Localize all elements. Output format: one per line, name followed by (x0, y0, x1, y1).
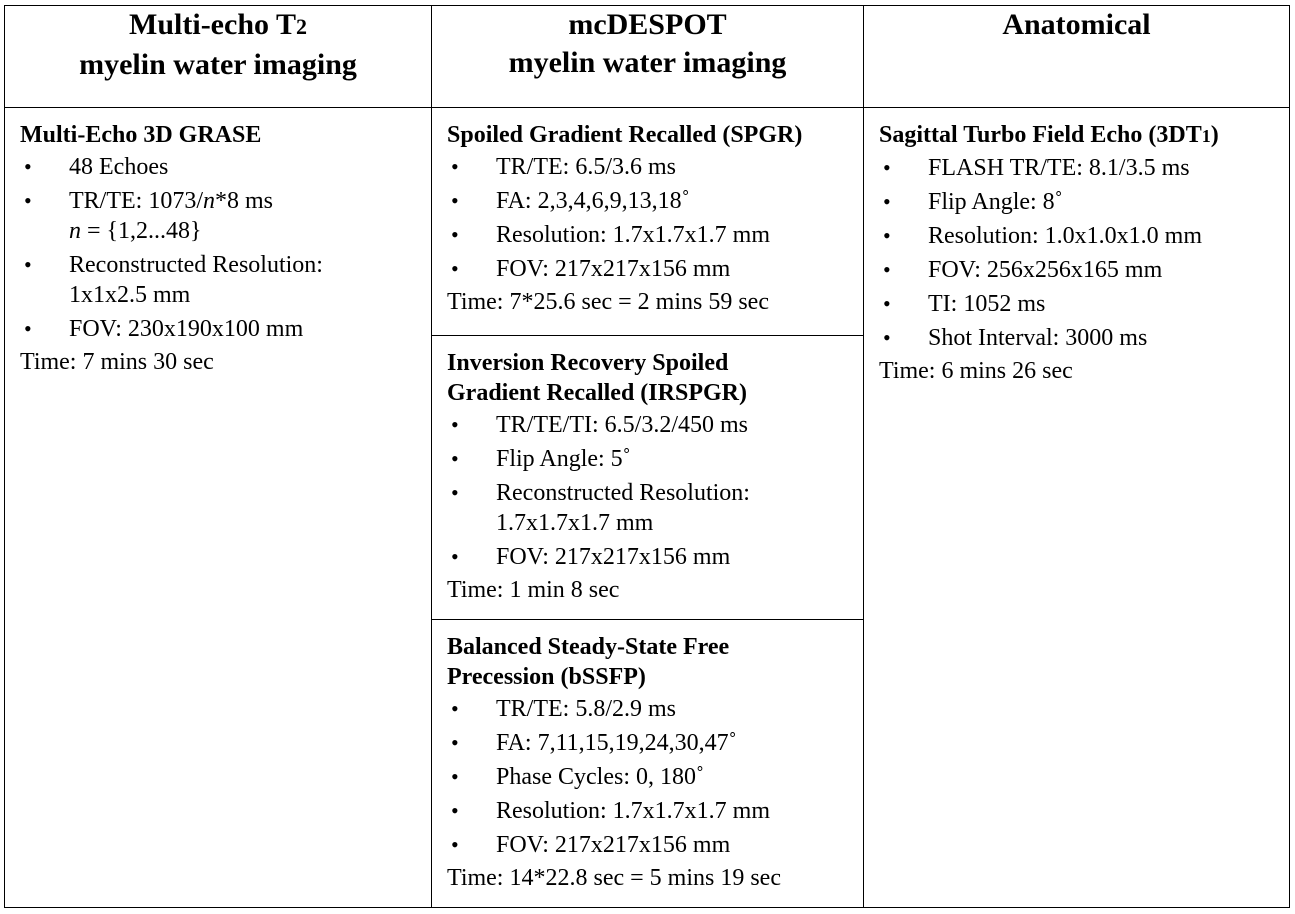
irspgr-title: Inversion Recovery Spoiled Gradient Recalled (IRSPGR) (447, 350, 747, 406)
bullet-icon: • (451, 222, 459, 247)
content-row (5, 108, 1290, 908)
list-item: • TR/TE: 6.5/3.6 ms (451, 154, 676, 180)
list-item: • Flip Angle: 8˚ (883, 189, 1063, 215)
list-item: • FLASH TR/TE: 8.1/3.5 ms (883, 155, 1190, 181)
list-item: • Phase Cycles: 0, 180˚ (451, 764, 704, 790)
list-item: • Resolution: 1.7x1.7x1.7 mm (451, 798, 771, 824)
bullet-icon: • (451, 188, 459, 213)
bullet-icon: • (883, 223, 891, 248)
spgr-title: Spoiled Gradient Recalled (SPGR) (447, 122, 803, 148)
bullet-icon: • (24, 316, 32, 341)
grase-list (20, 152, 431, 344)
list-item: • TI: 1052 ms (883, 291, 1046, 317)
list-item: • FOV: 256x256x165 mm (883, 257, 1163, 283)
irspgr-list (447, 410, 863, 572)
list-item: • FA: 2,3,4,6,9,13,18˚ (451, 188, 690, 214)
bullet-icon: • (451, 256, 459, 281)
subscript-2: 2 (295, 14, 307, 39)
bullet-icon: • (883, 189, 891, 214)
bullet-icon: • (451, 480, 459, 505)
bullet-icon: • (451, 832, 459, 857)
spgr-time: Time: 7*25.6 sec = 2 mins 59 sec (447, 289, 769, 315)
irspgr-block (432, 336, 863, 620)
bullet-icon: • (451, 764, 459, 789)
list-item: • Flip Angle: 5˚ (451, 446, 631, 472)
tfe-title: Sagittal Turbo Field Echo (3DT1) (879, 122, 1219, 148)
list-item: • TR/TE: 5.8/2.9 ms (451, 696, 676, 722)
header-mcdespot-line2: myelin water imaging (508, 46, 787, 79)
header-mcdespot (432, 6, 864, 108)
bullet-icon: • (883, 155, 891, 180)
grase-time: Time: 7 mins 30 sec (20, 349, 214, 375)
header-mcdespot-line1: mcDESPOT (568, 8, 727, 41)
bullet-icon: • (24, 154, 32, 179)
list-item: • FOV: 230x190x100 mm (24, 316, 304, 342)
anatomical-cell (864, 108, 1290, 908)
bullet-icon: • (883, 257, 891, 282)
list-item: • FOV: 217x217x156 mm (451, 256, 731, 282)
bullet-icon: • (451, 446, 459, 471)
list-item: • Resolution: 1.0x1.0x1.0 mm (883, 223, 1203, 249)
mcdespot-cell (432, 108, 864, 908)
spgr-block (432, 108, 863, 336)
list-item: • Shot Interval: 3000 ms (883, 325, 1148, 351)
list-item: • FOV: 217x217x156 mm (451, 544, 731, 570)
grase-cell (5, 108, 432, 908)
list-item: • TR/TE: 1073/n*8 ms n = {1,2...48} (24, 188, 274, 244)
bullet-icon: • (451, 544, 459, 569)
bullet-icon: • (451, 730, 459, 755)
bssfp-time: Time: 14*22.8 sec = 5 mins 19 sec (447, 865, 781, 891)
bssfp-list (447, 694, 863, 860)
header-anatomical-line1: Anatomical (1002, 8, 1151, 41)
bullet-icon: • (24, 252, 32, 277)
bullet-icon: • (451, 798, 459, 823)
spgr-list (447, 152, 863, 284)
header-row (5, 6, 1290, 108)
header-multi-echo (5, 6, 432, 108)
tfe-list (879, 153, 1289, 353)
bssfp-title: Balanced Steady-State Free Precession (bSSFP) (447, 634, 730, 690)
bullet-icon: • (451, 696, 459, 721)
header-multi-echo-line2: myelin water imaging (79, 48, 357, 81)
header-multi-echo-line1: Multi-echo T2 (129, 8, 307, 41)
list-item: • Reconstructed Resolution: 1x1x2.5 mm (24, 252, 323, 308)
header-anatomical (864, 6, 1290, 108)
list-item: • Reconstructed Resolution: 1.7x1.7x1.7 mm (451, 480, 750, 536)
list-item: • Resolution: 1.7x1.7x1.7 mm (451, 222, 771, 248)
tfe-time: Time: 6 mins 26 sec (879, 358, 1073, 384)
list-item: • TR/TE/TI: 6.5/3.2/450 ms (451, 412, 748, 438)
bullet-icon: • (451, 412, 459, 437)
list-item: • FOV: 217x217x156 mm (451, 832, 731, 858)
bullet-icon: • (883, 325, 891, 350)
bssfp-block (432, 620, 863, 906)
bullet-icon: • (24, 188, 32, 213)
list-item: • FA: 7,11,15,19,24,30,47˚ (451, 730, 737, 756)
irspgr-time: Time: 1 min 8 sec (447, 577, 620, 603)
list-item: • 48 Echoes (24, 154, 169, 180)
bullet-icon: • (883, 291, 891, 316)
subscript-1: 1 (1201, 126, 1211, 146)
grase-title: Multi-Echo 3D GRASE (20, 122, 262, 148)
protocol-table (4, 5, 1290, 908)
bullet-icon: • (451, 154, 459, 179)
